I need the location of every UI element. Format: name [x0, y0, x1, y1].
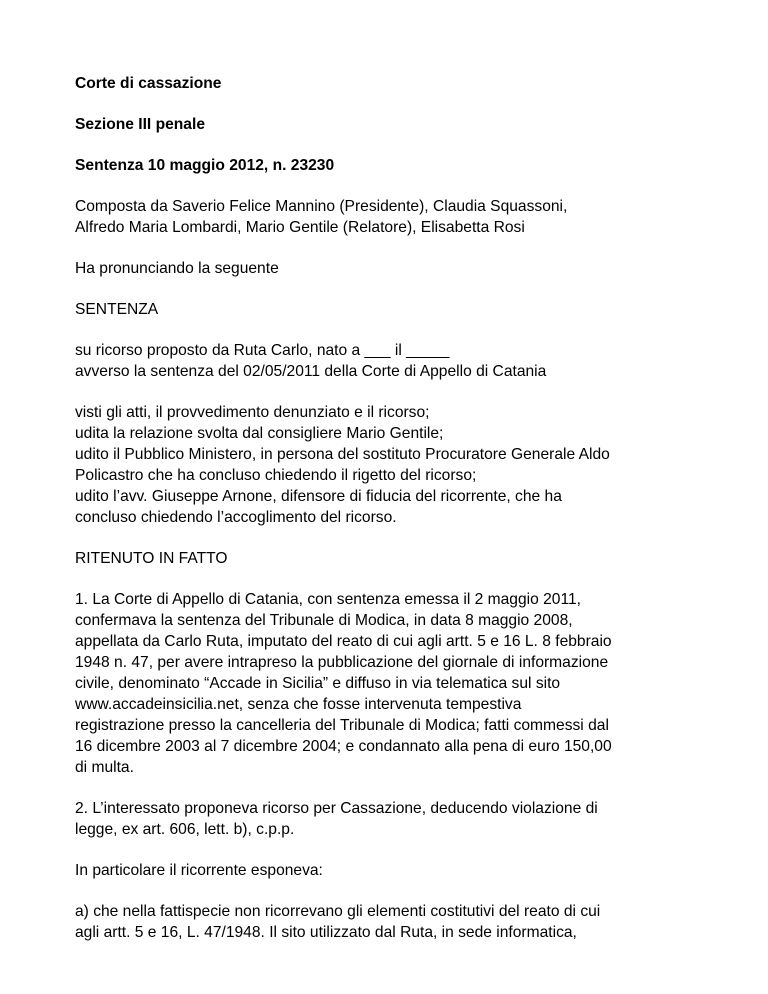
text-line: civile, denominato “Accade in Sicilia” e diffuso in via telematica sul sito: [75, 675, 561, 692]
text-line: su ricorso proposto da Ruta Carlo, nato a ___ il _____: [75, 342, 450, 359]
text-line: 2. L’interessato proponeva ricorso per Cassazione, deducendo violazione di: [75, 800, 598, 817]
point-2-paragraph: [75, 798, 715, 840]
text-line: Composta da Saverio Felice Mannino (Presidente), Claudia Squassoni,: [75, 198, 568, 215]
text-line: concluso chiedendo l’accoglimento del ricorso.: [75, 509, 397, 526]
text-line: 1948 n. 47, per avere intrapreso la pubblicazione del giornale di informazione: [75, 654, 609, 671]
court-section: Sezione III penale: [75, 116, 205, 133]
text-line: 1. La Corte di Appello di Catania, con sentenza emessa il 2 maggio 2011,: [75, 591, 581, 608]
text-line: confermava la sentenza del Tribunale di Modica, in data 8 maggio 2008,: [75, 612, 573, 629]
text-line: agli artt. 5 e 16, L. 47/1948. Il sito utilizzato dal Ruta, in sede informatica,: [75, 924, 577, 941]
document-page: [75, 73, 715, 963]
text-line: avverso la sentenza del 02/05/2011 della Corte di Appello di Catania: [75, 363, 547, 380]
court-name: Corte di cassazione: [75, 75, 222, 92]
point-1-paragraph: [75, 589, 715, 778]
heading-sentenza: SENTENZA: [75, 301, 159, 318]
text-line: www.accadeinsicilia.net, senza che fosse intervenuta tempestiva: [75, 696, 522, 713]
text-line: Policastro che ha concluso chiedendo il rigetto del ricorso;: [75, 467, 477, 484]
text-line: di multa.: [75, 759, 134, 776]
text-line: udita la relazione svolta dal consigliere Mario Gentile;: [75, 425, 444, 442]
composition-paragraph: [75, 196, 715, 238]
text-line: a) che nella fattispecie non ricorrevano gli elementi costitutivi del reato di cui: [75, 903, 601, 920]
text-line: registrazione presso la cancelleria del Tribunale di Modica; fatti commessi dal: [75, 717, 609, 734]
heading-ritenuto-in-fatto: RITENUTO IN FATTO: [75, 550, 228, 567]
considerations-paragraph: [75, 402, 715, 528]
text-line: udito l’avv. Giuseppe Arnone, difensore di fiducia del ricorrente, che ha: [75, 488, 562, 505]
text-line: Alfredo Maria Lombardi, Mario Gentile (Relatore), Elisabetta Rosi: [75, 219, 525, 236]
pronounce-line: Ha pronunciando la seguente: [75, 260, 279, 277]
text-line: legge, ex art. 606, lett. b), c.p.p.: [75, 821, 295, 838]
text-line: 16 dicembre 2003 al 7 dicembre 2004; e condannato alla pena di euro 150,00: [75, 738, 612, 755]
text-line: visti gli atti, il provvedimento denunziato e il ricorso;: [75, 404, 430, 421]
appeal-paragraph: [75, 340, 715, 382]
particular-line: In particolare il ricorrente esponeva:: [75, 862, 323, 879]
point-a-paragraph: [75, 901, 715, 943]
text-line: udito il Pubblico Ministero, in persona del sostituto Procuratore Generale Aldo: [75, 446, 610, 463]
sentence-reference: Sentenza 10 maggio 2012, n. 23230: [75, 157, 335, 174]
text-line: appellata da Carlo Ruta, imputato del reato di cui agli artt. 5 e 16 L. 8 febbraio: [75, 633, 612, 650]
